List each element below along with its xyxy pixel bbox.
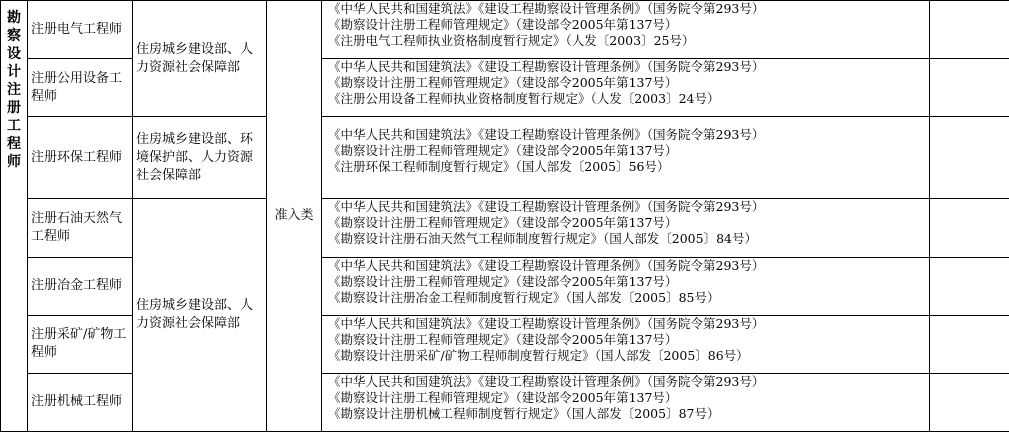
basis-line: 《勘察设计注册采矿/矿物工程师制度暂行规定》（国人部发〔2005〕86号） xyxy=(328,347,749,363)
department-cell: 住房城乡建设部、环境保护部、人力资源社会保障部 xyxy=(133,117,267,199)
basis-line: 《勘察设计注册工程师管理规定》（建设部令2005年第137号） xyxy=(328,273,678,289)
category-char: 注 xyxy=(7,82,21,98)
category-char: 设 xyxy=(7,46,21,62)
basis-line: 《勘察设计注册工程师管理规定》（建设部令2005年第137号） xyxy=(328,75,678,91)
category-char: 工 xyxy=(7,118,21,134)
engineer-name: 注册电气工程师 xyxy=(28,1,133,59)
blank-cell xyxy=(930,1,1009,59)
category-char: 勘 xyxy=(7,10,21,26)
category-char: 师 xyxy=(7,154,21,170)
category-char: 册 xyxy=(7,100,21,116)
basis-line: 《中华人民共和国建筑法》《建设工程勘察设计管理条例》（国务院令第293号） xyxy=(328,59,765,75)
engineer-name: 注册冶金工程师 xyxy=(28,257,133,315)
category-char: 计 xyxy=(7,64,21,80)
basis-line: 《勘察设计注册机械工程师制度暂行规定》（国人部发〔2005〕87号） xyxy=(328,405,720,421)
blank-cell xyxy=(930,257,1009,315)
basis-line: 《中华人民共和国建筑法》《建设工程勘察设计管理条例》（国务院令第293号） xyxy=(328,257,765,273)
blank-cell xyxy=(930,59,1009,117)
basis-line: 《勘察设计注册工程师管理规定》（建设部令2005年第137号） xyxy=(328,143,678,159)
legal-basis xyxy=(322,1,930,59)
basis-line: 《勘察设计注册冶金工程师制度暂行规定》（国人部发〔2005〕85号） xyxy=(328,289,720,305)
basis-line: 《中华人民共和国建筑法》《建设工程勘察设计管理条例》（国务院令第293号） xyxy=(328,127,765,143)
legal-basis xyxy=(322,59,930,117)
basis-line: 《勘察设计注册工程师管理规定》（建设部令2005年第137号） xyxy=(328,215,678,231)
legal-basis xyxy=(322,257,930,315)
basis-line: 《中华人民共和国建筑法》《建设工程勘察设计管理条例》（国务院令第293号） xyxy=(328,373,765,389)
legal-basis xyxy=(322,117,930,199)
basis-line: 《中华人民共和国建筑法》《建设工程勘察设计管理条例》（国务院令第293号） xyxy=(328,1,765,16)
category-char: 程 xyxy=(7,136,21,152)
basis-line: 《勘察设计注册工程师管理规定》（建设部令2005年第137号） xyxy=(328,389,678,405)
legal-basis xyxy=(322,373,930,431)
department-cell: 住房城乡建设部、人力资源社会保障部 xyxy=(133,199,267,432)
basis-line: 《注册环保工程师制度暂行规定》（国人部发〔2005〕56号） xyxy=(328,159,670,175)
category-char: 察 xyxy=(7,28,21,44)
table-row xyxy=(1,117,1009,199)
engineer-name: 注册采矿/矿物工程师 xyxy=(28,315,133,373)
blank-cell xyxy=(930,117,1009,199)
category-cell xyxy=(1,1,28,432)
table-row xyxy=(1,199,1009,257)
basis-line: 《勘察设计注册石油天然气工程师制度暂行规定》（国人部发〔2005〕84号） xyxy=(328,231,757,247)
engineer-name: 注册机械工程师 xyxy=(28,373,133,431)
engineer-name: 注册公用设备工程师 xyxy=(28,59,133,117)
legal-basis xyxy=(322,315,930,373)
basis-line: 《注册电气工程师执业资格制度暂行规定》（人发〔2003〕25号） xyxy=(328,33,695,48)
basis-line: 《勘察设计注册工程师管理规定》（建设部令2005年第137号） xyxy=(328,17,678,32)
engineer-name: 注册石油天然气工程师 xyxy=(28,199,133,257)
basis-line: 《中华人民共和国建筑法》《建设工程勘察设计管理条例》（国务院令第293号） xyxy=(328,199,765,215)
legal-basis xyxy=(322,199,930,257)
department-cell: 住房城乡建设部、人力资源社会保障部 xyxy=(133,1,267,117)
blank-cell xyxy=(930,199,1009,257)
basis-line: 《中华人民共和国建筑法》《建设工程勘察设计管理条例》（国务院令第293号） xyxy=(328,315,765,331)
engineer-name: 注册环保工程师 xyxy=(28,117,133,199)
table-row xyxy=(1,1,1009,59)
basis-line: 《勘察设计注册工程师管理规定》（建设部令2005年第137号） xyxy=(328,331,678,347)
basis-line: 《注册公用设备工程师执业资格制度暂行规定》（人发〔2003〕24号） xyxy=(328,91,720,107)
blank-cell xyxy=(930,315,1009,373)
blank-cell xyxy=(930,373,1009,431)
admission-type: 准入类 xyxy=(267,1,322,432)
